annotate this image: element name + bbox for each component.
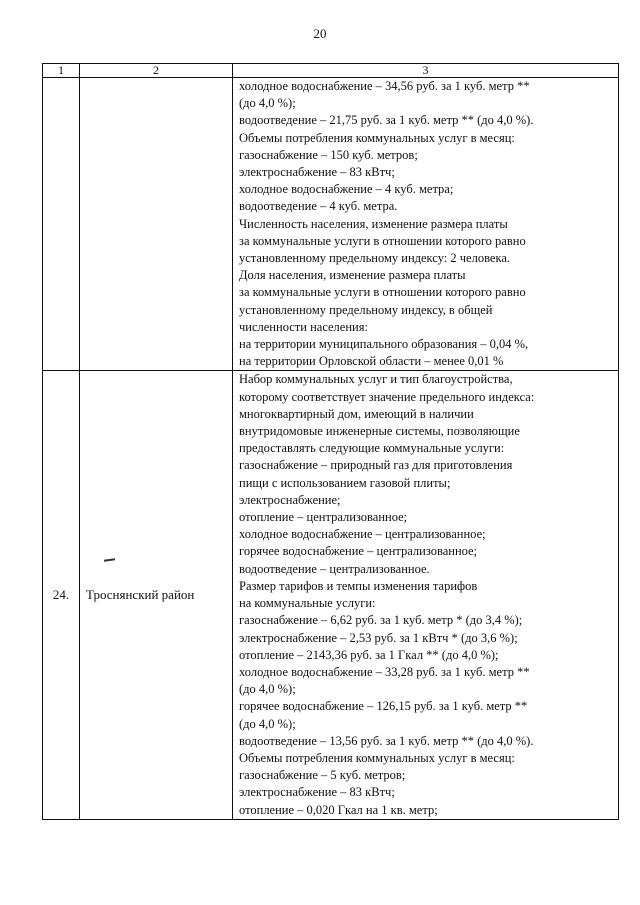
column-number-1: 1: [43, 64, 80, 78]
text-line: Объемы потребления коммунальных услуг в месяц:: [239, 130, 515, 145]
text-line: на территории Орловской области – менее 0,01 %: [239, 354, 504, 369]
table-row: [43, 371, 619, 819]
text-line: электроснабжение – 83 кВтч;: [239, 785, 395, 800]
text-line: многоквартирный дом, имеющий в наличии: [239, 406, 474, 421]
pen-mark: [104, 558, 115, 562]
row-content: [233, 78, 619, 371]
text-line: холодное водоснабжение – централизованное;: [239, 527, 486, 542]
text-line: холодное водоснабжение – 33,28 руб. за 1 куб. метр **: [239, 664, 530, 679]
text-line: предоставлять следующие коммунальные услуги:: [239, 441, 505, 456]
text-line: водоотведение – 13,56 руб. за 1 куб. метр ** (до 4,0 %).: [239, 733, 534, 748]
text-line: установленному предельному индексу, в общей: [239, 302, 493, 317]
row-number: 24.: [43, 371, 80, 819]
text-line: установленному предельному индексу: 2 человека.: [239, 251, 511, 266]
text-line: отопление – 0,020 Гкал на 1 кв. метр;: [239, 802, 438, 817]
text-line: газоснабжение – 5 куб. метров;: [239, 768, 406, 783]
text-line: электроснабжение – 83 кВтч;: [239, 165, 395, 180]
text-line: Численность населения, изменение размера платы: [239, 216, 508, 231]
text-line: (до 4,0 %);: [239, 96, 296, 111]
text-line: (до 4,0 %);: [239, 716, 296, 731]
text-line: горячее водоснабжение – 126,15 руб. за 1 куб. метр **: [239, 699, 528, 714]
text-line: которому соответствует значение предельного индекса:: [239, 389, 535, 404]
text-line: Размер тарифов и темпы изменения тарифов: [239, 578, 478, 593]
text-line: за коммунальные услуги в отношении которого равно: [239, 233, 526, 248]
text-line: за коммунальные услуги в отношении которого равно: [239, 285, 526, 300]
text-line: на территории муниципального образования – 0,04 %,: [239, 337, 529, 352]
region-name: [80, 78, 233, 371]
region-name: Троснянский район: [86, 587, 195, 603]
row-number: [43, 78, 80, 371]
text-line: газоснабжение – 150 куб. метров;: [239, 147, 418, 162]
text-line: Объемы потребления коммунальных услуг в месяц:: [239, 750, 515, 765]
text-line: (до 4,0 %);: [239, 682, 296, 697]
column-number-row: [43, 64, 619, 78]
table-row: [43, 78, 619, 371]
text-line: численности населения:: [239, 319, 368, 334]
row-content: [233, 371, 619, 819]
text-line: электроснабжение – 2,53 руб. за 1 кВтч * (до 3,6 %);: [239, 630, 518, 645]
text-line: на коммунальные услуги:: [239, 596, 376, 611]
text-line: горячее водоснабжение – централизованное;: [239, 544, 478, 559]
text-line: Доля населения, изменение размера платы: [239, 268, 466, 283]
page-number: 20: [313, 26, 327, 41]
text-line: газоснабжение – природный газ для приготовления: [239, 458, 513, 473]
text-line: отопление – централизованное;: [239, 510, 408, 525]
region-cell: [80, 371, 233, 819]
text-line: отопление – 2143,36 руб. за 1 Гкал ** (до 4,0 %);: [239, 647, 499, 662]
text-line: водоотведение – 21,75 руб. за 1 куб. метр ** (до 4,0 %).: [239, 113, 534, 128]
text-line: холодное водоснабжение – 34,56 руб. за 1 куб. метр **: [239, 79, 530, 93]
text-line: холодное водоснабжение – 4 куб. метра;: [239, 182, 454, 197]
text-line: водоотведение – централизованное.: [239, 561, 430, 576]
text-line: водоотведение – 4 куб. метра.: [239, 199, 398, 214]
text-line: внутридомовые инженерные системы, позволяющие: [239, 424, 520, 439]
tariff-table: [42, 63, 619, 820]
column-number-2: 2: [80, 64, 233, 78]
text-line: пищи с использованием газовой плиты;: [239, 475, 451, 490]
text-line: газоснабжение – 6,62 руб. за 1 куб. метр * (до 3,4 %);: [239, 613, 523, 628]
column-number-3: 3: [233, 64, 619, 78]
text-line: электроснабжение;: [239, 492, 341, 507]
text-line: Набор коммунальных услуг и тип благоустройства,: [239, 372, 513, 387]
